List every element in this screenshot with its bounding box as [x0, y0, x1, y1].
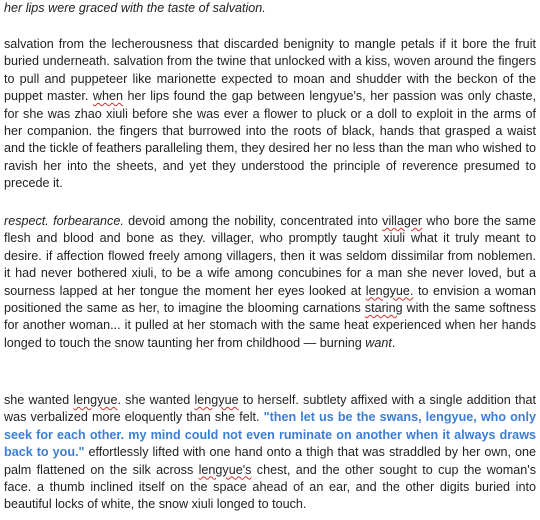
- spellcheck-word-staring[interactable]: staring: [364, 301, 403, 316]
- paragraph-2: [4, 213, 536, 352]
- spellcheck-word-lengyue-1[interactable]: lengyue: [73, 393, 118, 407]
- paragraph-3-text-d: effortlessly lifted with one hand onto a thigh that was straddled by her own, one palm flattened on the silk across: [4, 445, 536, 477]
- spellcheck-word-lengyue[interactable]: lengyue.: [365, 283, 414, 298]
- dialogue-quote: "then let us be the swans, lengyue, who only seek for each other. my mind could not even ruminate on another when it always draws back to you.": [4, 410, 537, 460]
- intro-line: her lips were graced with the taste of salvation.: [4, 1, 266, 15]
- paragraph-3-text-c: to herself. subtlety affixed with a single addition that was verbalized more eloquently than she felt.: [4, 393, 536, 425]
- spellcheck-word-lengyues[interactable]: lengyue's: [198, 462, 252, 477]
- paragraph-2-text-c: to envision a woman positioned the same as her, to imagine the blooming carnations: [4, 283, 536, 316]
- paragraph-3-text-e: chest, and the other sought to cup the woman's face. a thumb inclined itself on the space ahead of an ear, and the other digits buried into beautiful locks of white, the snow xiuli longed to touch.: [4, 462, 536, 512]
- paragraph-2-emphasis-b: want: [365, 335, 392, 350]
- paragraph-1-text-b: her lips found the gap between lengyue's, her passion was only chaste, for she was zhao xiuli before she was ever a flower to pluck or a doll to exploit in the arms of her companion. the fingers that burrowed into the roots of black, hands that grasped a waist and the tickle of feathers paralleling them, they desired her no less than the man who wished to ravish her into the sheets, and yet they understood the principle of reverence presumed to precede it.: [4, 89, 536, 191]
- paragraph-2-text-a: devoid among the nobility, concentrated into: [123, 214, 383, 228]
- spellcheck-word-when[interactable]: when: [92, 89, 123, 104]
- paragraph-2-text-b: who bore the same flesh and blood and bone as they. villager, who promptly taught xiuli what it truly meant to desire. if affection flowed freely among villagers, then it was seldom dissimilar from noblemen. it had never bothered xiuli, to be a wife among concubines for a man she never loved, but a sourness lapped at her tongue the moment her eyes looked at: [4, 214, 536, 298]
- spellcheck-word-villager[interactable]: villager: [382, 214, 423, 228]
- paragraph-2-emphasis-a: respect. forbearance.: [4, 214, 124, 228]
- paragraph-3-text-a: she wanted: [4, 393, 74, 407]
- paragraph-3-text-b: . she wanted: [117, 393, 195, 407]
- paragraph-2-text-e: .: [391, 335, 396, 350]
- paragraph-3: [4, 392, 536, 514]
- paragraph-1: [4, 36, 536, 193]
- paragraph-2-text-d: with the same softness for another woman... it pulled at her stomach with the same heat experienced when her hands longed to touch the snow taunting her from childhood — burning: [4, 301, 536, 350]
- paragraph-1-text-a: salvation from the lecherousness that discarded benignity to mangle petals if it bore the fruit buried underneath. salvation from the twine that unlocked with a kiss, woven around the fingers to pull and puppeteer like marionette expected to moan and shudder with the beckon of the puppet master.: [4, 37, 536, 104]
- spellcheck-word-lengyue-2[interactable]: lengyue: [194, 393, 239, 407]
